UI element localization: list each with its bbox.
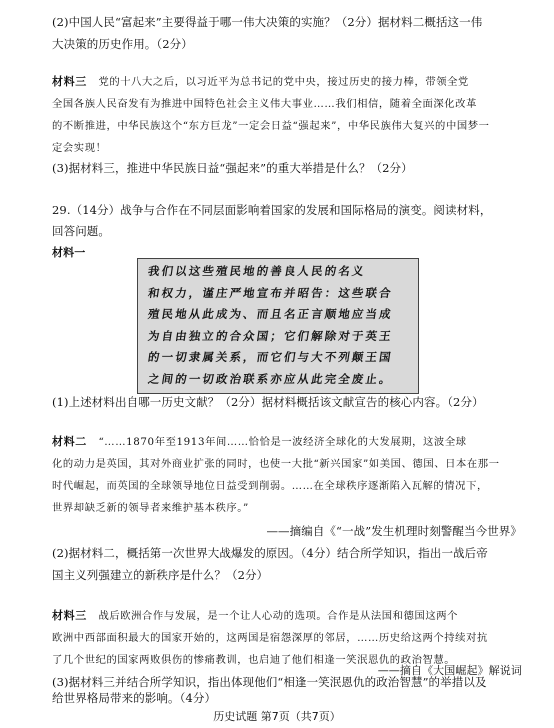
question-3-line: (3)据材料三，推进中华民族日益“强起来”的重大举措是什么？（2分）	[52, 161, 413, 175]
material-3b-label: 材料三	[52, 609, 87, 622]
material-1-box-line-5: 的一切隶属关系，而它们与大不列颠王国	[147, 350, 394, 364]
question-29-3-line-2: 给世界格局带来的影响。（4分）	[52, 691, 217, 705]
question-29-1-line: (1)上述材料出自哪一历史文献？（2分）据材料概括该文献宣告的核心内容。（2分）	[52, 395, 484, 409]
material-3b-line-1	[52, 606, 522, 626]
material-3-line-3: 的不断推进，中华民族这个“东方巨龙”一定会日益“强起来”，中华民族伟大复兴的中国梦一	[52, 120, 490, 132]
material-3b-text-1: 战后欧洲合作与发展，是一个让人心动的选项。合作是从法国和德国这两个	[98, 610, 459, 622]
question-29-2-line-1: (2)据材料二，概括第一次世界大战爆发的原因。（4分）结合所学知识，指出一战后帝	[52, 546, 488, 560]
material-1-box-line-1: 我们以这些殖民地的善良人民的名义	[147, 264, 367, 278]
material-1-label: 材料一	[52, 246, 86, 259]
material-1-box-line-6: 之间的一切政治联系亦应从此完全废止。	[147, 371, 394, 386]
material-1-box-line-2: 和权力，谨庄严地宣布并昭告：这些联合	[147, 285, 394, 300]
question-29-2-line-2: 国主义列强建立的新秩序是什么？（2分）	[52, 568, 269, 582]
question-2-line-2: 大决策的历史作用。（2分）	[52, 37, 193, 51]
material-2-label: 材料二	[52, 435, 87, 448]
material-2-text-1: “……1870年至1913年间……恰恰是一波经济全球化的大发展期，这波全球	[98, 436, 467, 448]
question-29-3-text-1: (3)据材料三并结合所学知识，指出体现他们“相逢一笑泯恩仇的政治智慧”的举措以及	[52, 675, 487, 689]
material-3-line-2: 全国各族人民奋发有为推进中国特色社会主义伟大事业……我们相信，随着全面深化改革	[52, 98, 477, 110]
material-2-source: ——摘编自《“一战”发生机理时刻警醒当今世界》	[266, 524, 522, 538]
material-2-line-4: 世界却缺乏新的领导者来维护基本秩序。”	[52, 502, 249, 514]
material-3b-line-3: 了几个世纪的国家两败俱伤的惨痛教训，也启迪了他们相逢一笑泯恩仇的政治智慧。	[52, 654, 456, 666]
material-3b-line-2: 欧洲中西部面积最大的国家开始的，这两国是宿怨深厚的邻居，……历史给这两个持续对抗	[52, 632, 488, 644]
material-1-box-line-4: 为自由独立的合众国；它们解除对于英王	[147, 328, 394, 343]
material-1-document-image	[137, 258, 419, 394]
material-3-line-4: 定会实现！	[52, 142, 107, 154]
question-29-line-1: 29.（14分）战争与合作在不同层面影响着国家的发展和国际格局的演变。阅读材料，	[52, 203, 492, 217]
material-2-line-2: 化的动力是英国，其对外商业扩张的同时，也使一大批“新兴国家”如美国、德国、日本在那一	[52, 458, 500, 470]
question-2-line-1: (2)中国人民“富起来”主要得益于哪一伟大决策的实施？（2分）据材料二概括这一伟	[52, 15, 483, 29]
material-1-box-line-3: 殖民地从此成为、而且名正言顺地应当成	[147, 307, 394, 321]
material-2-line-1	[52, 432, 522, 452]
material-3-line-1	[52, 72, 522, 92]
material-3-text-1: 党的十八大之后，以习近平为总书记的党中央，接过历史的接力棒，带领全党	[98, 76, 469, 88]
material-2-line-3: 时代崛起，而英国的全球领导地位日益受到削弱。……在全球秩序逐渐陷入瓦解的情况下，	[52, 480, 488, 492]
page-footer: 历史试题 第7页（共7页）	[213, 710, 341, 723]
material-3-label: 材料三	[52, 75, 87, 88]
question-29-line-2: 回答问题。	[52, 224, 110, 238]
material-3b-source: ——摘自《大国崛起》解说词	[377, 664, 522, 677]
